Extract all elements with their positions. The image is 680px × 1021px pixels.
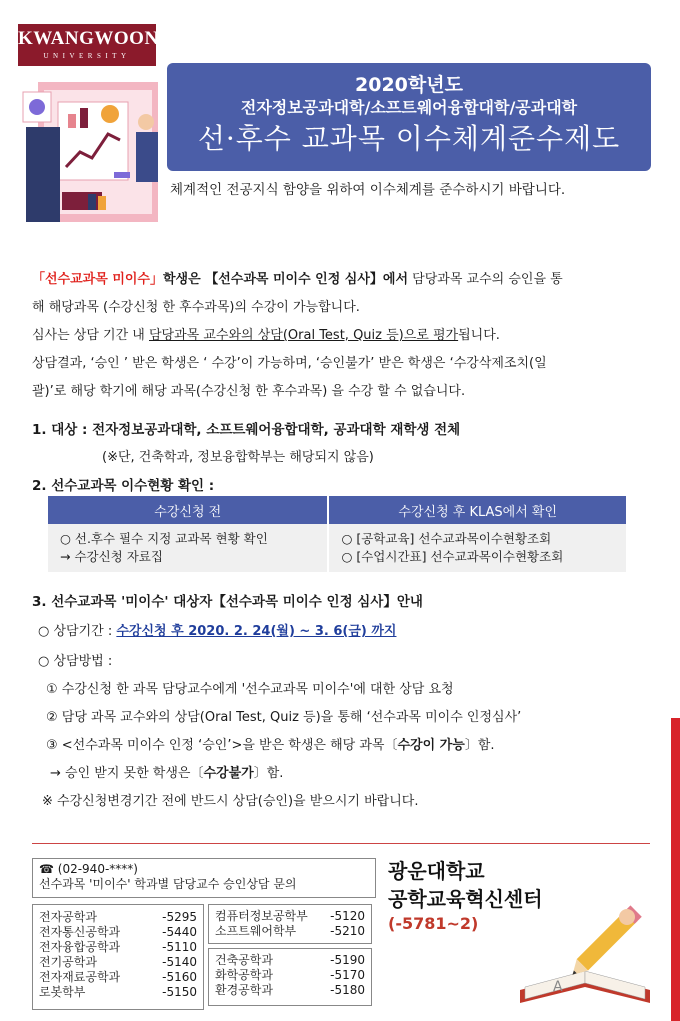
table-cell-before (48, 524, 328, 572)
consult-period (38, 620, 396, 639)
dept-name: 로봇학부 (39, 985, 86, 999)
logo-sub-text: UNIVERSITY (43, 52, 131, 60)
dept-extension: -5140 (162, 955, 197, 969)
intro-underlined: 담당과목 교수와의 상담(Oral Test, Quiz 등)으로 평가 (149, 328, 459, 343)
center-name-line-2: 공학교육혁신센터 (388, 887, 543, 911)
dept-extension: -5120 (330, 909, 365, 923)
section-3-heading: 3. 선수교과목 '미이수' 대상자【선수과목 미이수 인정 심사】안내 (32, 594, 423, 610)
intro-text: 됩니다. (458, 328, 500, 343)
dept-row (39, 955, 197, 970)
dept-row (215, 968, 365, 983)
step-bold: 수강이 가능 (397, 738, 465, 753)
svg-text:A: A (553, 979, 563, 995)
consult-period-label: ○ 상담기간 : (38, 624, 117, 639)
intro-text: 학생은 (163, 272, 206, 287)
step-text: 〕함. (464, 738, 495, 753)
dept-name: 컴퓨터정보공학부 (215, 909, 308, 923)
consult-step-4 (50, 762, 283, 781)
enrollment-check-table (48, 496, 626, 572)
book-pencil-illustration (515, 895, 655, 1011)
banner-year: 2020학년도 (355, 74, 463, 96)
dept-row (39, 910, 197, 925)
consult-period-value: 수강신청 후 2020. 2. 24(월) ~ 3. 6(금) 까지 (116, 624, 397, 639)
consult-notice: ※ 수강신청변경기간 전에 반드시 상담(승인)을 받으시기 바랍니다. (42, 794, 419, 809)
dept-row (215, 953, 365, 968)
center-name-line-1: 광운대학교 (388, 859, 485, 883)
dept-row (39, 940, 197, 955)
dept-name: 건축공학과 (215, 953, 273, 967)
edge-bar-accent (671, 718, 680, 1021)
intro-text: 심사는 상담 기간 내 (32, 328, 149, 343)
banner-colleges: 전자정보공과대학/소프트웨어융합대학/공과대학 (240, 98, 578, 117)
dept-row (39, 925, 197, 940)
dept-row (215, 983, 365, 998)
dept-row (39, 985, 197, 1000)
dept-list-mid-b (208, 948, 372, 1006)
section-1-note: (※단, 건축학과, 정보융합학부는 해당되지 않음) (102, 450, 374, 465)
intro-line-1 (32, 266, 647, 294)
dept-extension: -5295 (162, 910, 197, 924)
table-cell-line: → 수강신청 자료집 (60, 549, 163, 564)
consult-step-1: ① 수강신청 한 과목 담당교수에게 '선수교과목 미이수'에 대한 상담 요청 (46, 682, 454, 697)
contact-box (32, 858, 376, 898)
dept-extension: -5110 (162, 940, 197, 954)
contact-phone: ☎ (02-940-****) (39, 862, 138, 876)
contact-desc: 선수과목 '미이수' 학과별 담당교수 승인상담 문의 (39, 877, 297, 891)
dept-name: 전자융합공학과 (39, 940, 121, 954)
dept-name: 전자재료공학과 (39, 970, 121, 984)
dept-row (215, 909, 365, 924)
section-2-heading: 2. 선수교과목 이수현황 확인 : (32, 478, 215, 494)
dept-extension: -5150 (162, 985, 197, 999)
intro-line-4: 상담결과, ‘승인 ’ 받은 학생은 ‘ 수강’이 가능하며, ‘승인불가’ 받은 학생은 ‘수강삭제조치(일 (32, 356, 547, 371)
table-header-before: 수강신청 전 (48, 496, 328, 524)
table-cell-line: ○ 선.후수 필수 지정 교과목 현황 확인 (60, 531, 268, 546)
intro-line-5: 괄)’로 해당 학기에 해당 과목(수강신청 한 후수과목) 을 수강 할 수 없습니다. (32, 384, 466, 399)
consult-method-label: ○ 상담방법 : (38, 654, 113, 669)
center-extension: (-5781~2) (388, 914, 479, 933)
step-text: 〕함. (253, 766, 284, 781)
step-text: ③ <선수과목 미이수 인정 ‘승인’>을 받은 학생은 해당 과목〔 (46, 738, 398, 753)
footer-divider (32, 843, 650, 844)
dept-extension: -5180 (330, 983, 365, 997)
step-text: → 승인 받지 못한 학생은〔 (50, 766, 204, 781)
header-banner (167, 63, 651, 171)
intro-paragraph (32, 266, 647, 406)
table-cell-line: ○ [공학교육] 선수교과목이수현황조회 (341, 531, 552, 546)
dept-extension: -5210 (330, 924, 365, 938)
dept-name: 소프트웨어학부 (215, 924, 297, 938)
presentation-illustration (18, 72, 168, 242)
intro-bold-term: 【선수과목 미이수 인정 심사】에서 (205, 272, 409, 287)
section-1-heading: 1. 대상 : 전자정보공과대학, 소프트웨어융합대학, 공과대학 재학생 전체 (32, 422, 461, 438)
intro-text: 담당과목 교수의 승인을 통 (408, 272, 563, 287)
university-logo (18, 24, 159, 66)
dept-extension: -5170 (330, 968, 365, 982)
consult-step-3 (46, 734, 495, 753)
dept-name: 전기공학과 (39, 955, 97, 969)
logo-main-text: KWANGWOON (18, 28, 159, 49)
dept-extension: -5160 (162, 970, 197, 984)
intro-red-term: 「선수교과목 미이수」 (32, 272, 163, 287)
table-cell-line: ○ [수업시간표] 선수교과목이수현황조회 (341, 549, 564, 564)
consult-step-2: ② 담당 과목 교수와의 상담(Oral Test, Quiz 등)을 통해 ‘선수과목 미이수 인정심사’ (46, 710, 522, 725)
intro-line-2: 해 해당과목 (수강신청 한 후수과목)의 수강이 가능합니다. (32, 300, 360, 315)
dept-name: 환경공학과 (215, 983, 273, 997)
dept-row (39, 970, 197, 985)
edge-bar (671, 0, 680, 1021)
banner-title: 선·후수 교과목 이수체계준수제도 (197, 122, 621, 155)
dept-extension: -5440 (162, 925, 197, 939)
dept-name: 전자통신공학과 (39, 925, 121, 939)
dept-name: 전자공학과 (39, 910, 97, 924)
dept-list-left (32, 904, 204, 1010)
dept-extension: -5190 (330, 953, 365, 967)
table-cell-after (328, 524, 626, 572)
tagline: 체계적인 전공지식 함양을 위하여 이수체계를 준수하시기 바랍니다. (170, 182, 566, 198)
dept-row (215, 924, 365, 939)
step-bold: 수강불가 (203, 766, 254, 781)
dept-list-mid-a (208, 904, 372, 944)
intro-line-3 (32, 322, 647, 350)
table-header-after: 수강신청 후 KLAS에서 확인 (328, 496, 626, 524)
dept-name: 화학공학과 (215, 968, 273, 982)
